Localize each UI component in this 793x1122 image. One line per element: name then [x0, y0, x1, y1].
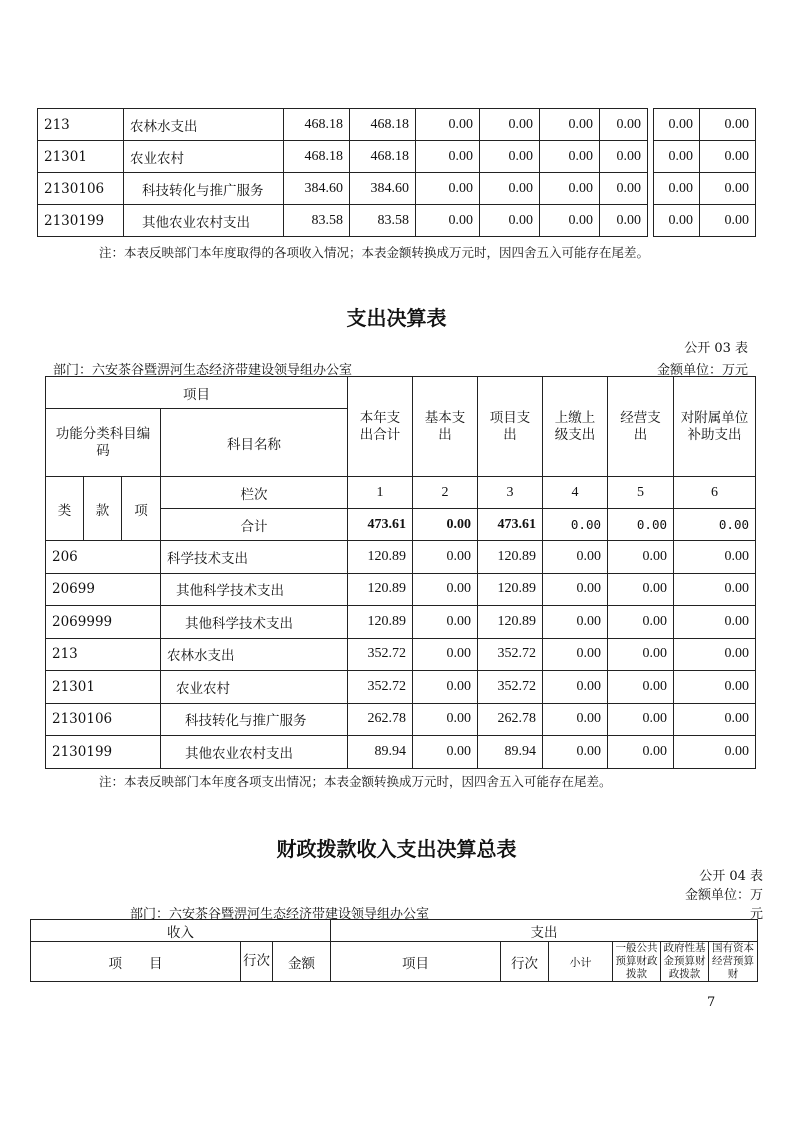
- row-code: 2069999: [46, 606, 161, 639]
- t3-col-general: 一般公共预算财政拨款: [613, 942, 661, 982]
- table3-unit-b: 元: [749, 907, 763, 922]
- row-value: 0.00: [674, 736, 756, 769]
- row-code: 21301: [38, 141, 124, 173]
- header-col-3: 项目支出: [478, 377, 543, 477]
- table-row: [38, 205, 756, 237]
- row-value: 0.00: [674, 703, 756, 736]
- row-value: 0.00: [654, 141, 700, 173]
- row-value: 0.00: [700, 205, 756, 237]
- row-value: 0.00: [543, 573, 608, 606]
- table-row: [46, 638, 756, 671]
- income-table-continued: [37, 108, 756, 237]
- table3-unit-a: 金额单位：万: [684, 888, 763, 903]
- col-num-3: 3: [478, 477, 543, 509]
- row-code: 20699: [46, 573, 161, 606]
- row-value: 0.00: [600, 109, 648, 141]
- row-value: 384.60: [350, 173, 416, 205]
- row-value: 0.00: [416, 109, 480, 141]
- header-kuan: 款: [84, 477, 122, 541]
- row-name: 农业农村: [124, 141, 284, 173]
- row-value: 0.00: [674, 606, 756, 639]
- row-value: 0.00: [654, 109, 700, 141]
- row-value: 352.72: [348, 638, 413, 671]
- row-value: 0.00: [608, 638, 674, 671]
- table-row: [46, 606, 756, 639]
- row-value: 120.89: [348, 541, 413, 574]
- table3-code: 公开 04 表: [699, 869, 763, 884]
- row-value: 0.00: [413, 573, 478, 606]
- row-code: 2130199: [46, 736, 161, 769]
- col-num-4: 4: [543, 477, 608, 509]
- row-value: 0.00: [480, 141, 540, 173]
- row-value: 120.89: [348, 606, 413, 639]
- row-value: 0.00: [608, 671, 674, 704]
- row-name: 其他科学技术支出: [161, 573, 348, 606]
- total-value: 473.61: [348, 509, 413, 541]
- page-number: 7: [707, 995, 716, 1010]
- t3-col-state-capital: 国有资本经营预算财: [709, 942, 758, 982]
- expense-table: [45, 376, 756, 769]
- row-value: 0.00: [543, 703, 608, 736]
- row-value: 0.00: [540, 141, 600, 173]
- row-value: 262.78: [478, 703, 543, 736]
- total-value: 0.00: [543, 509, 608, 541]
- row-value: 468.18: [350, 141, 416, 173]
- table2-note: 注：本表反映部门本年度各项支出情况；本表金额转换成万元时，因四舍五入可能存在尾差。: [99, 774, 612, 789]
- row-value: 120.89: [348, 573, 413, 606]
- row-value: 0.00: [480, 109, 540, 141]
- row-value: 89.94: [478, 736, 543, 769]
- table-row: [38, 173, 756, 205]
- row-value: 0.00: [700, 173, 756, 205]
- header-func-code: 功能分类科目编码: [46, 409, 161, 477]
- header-col-5: 经营支出: [608, 377, 674, 477]
- t3-col-subtotal: 小计: [549, 942, 613, 982]
- row-value: 120.89: [478, 606, 543, 639]
- row-name: 其他农业农村支出: [161, 736, 348, 769]
- row-code: 2130199: [38, 205, 124, 237]
- row-value: 0.00: [674, 638, 756, 671]
- col-num-1: 1: [348, 477, 413, 509]
- total-label: 合计: [161, 509, 348, 541]
- header-lei: 类: [46, 477, 84, 541]
- row-code: 21301: [46, 671, 161, 704]
- row-value: 0.00: [608, 541, 674, 574]
- row-value: 0.00: [654, 173, 700, 205]
- table2-title: 支出决算表: [346, 306, 447, 330]
- income-header: 收入: [31, 920, 331, 942]
- row-code: 206: [46, 541, 161, 574]
- header-col-6: 对附属单位补助支出: [674, 377, 756, 477]
- table-row: [46, 703, 756, 736]
- row-value: 0.00: [540, 109, 600, 141]
- row-value: 0.00: [543, 671, 608, 704]
- header-item: 项目: [46, 377, 348, 409]
- total-value: 0.00: [674, 509, 756, 541]
- row-name: 科技转化与推广服务: [161, 703, 348, 736]
- row-value: 0.00: [413, 736, 478, 769]
- header-col-4: 上缴上级支出: [543, 377, 608, 477]
- row-value: 262.78: [348, 703, 413, 736]
- col-num-2: 2: [413, 477, 478, 509]
- row-value: 0.00: [600, 141, 648, 173]
- t3-col-exp-row: 行次: [501, 942, 549, 982]
- row-value: 0.00: [543, 736, 608, 769]
- row-name: 农业农村: [161, 671, 348, 704]
- row-value: 468.18: [284, 109, 350, 141]
- row-code: 213: [38, 109, 124, 141]
- row-value: 0.00: [600, 173, 648, 205]
- row-value: 0.00: [413, 671, 478, 704]
- header-xiang: 项: [122, 477, 161, 541]
- row-value: 83.58: [284, 205, 350, 237]
- fiscal-summary-table: [30, 919, 758, 982]
- row-value: 352.72: [478, 638, 543, 671]
- row-value: 83.58: [350, 205, 416, 237]
- table2-dept: 部门：六安茶谷暨淠河生态经济带建设领导组办公室: [53, 363, 353, 378]
- total-value: 473.61: [478, 509, 543, 541]
- row-value: 0.00: [413, 541, 478, 574]
- row-code: 213: [46, 638, 161, 671]
- row-code: 2130106: [46, 703, 161, 736]
- row-name: 其他农业农村支出: [124, 205, 284, 237]
- row-value: 0.00: [543, 638, 608, 671]
- row-value: 468.18: [350, 109, 416, 141]
- row-name: 农林水支出: [161, 638, 348, 671]
- table3-dept: 部门：六安茶谷暨淠河生态经济带建设领导组办公室: [130, 907, 430, 922]
- row-value: 352.72: [478, 671, 543, 704]
- row-value: 0.00: [608, 736, 674, 769]
- row-value: 468.18: [284, 141, 350, 173]
- row-value: 0.00: [413, 703, 478, 736]
- row-value: 0.00: [674, 541, 756, 574]
- row-value: 120.89: [478, 573, 543, 606]
- row-value: 0.00: [540, 205, 600, 237]
- t3-col-item: 项 目: [31, 942, 241, 982]
- table-row: [38, 141, 756, 173]
- row-value: 384.60: [284, 173, 350, 205]
- row-code: 2130106: [38, 173, 124, 205]
- row-name: 科学技术支出: [161, 541, 348, 574]
- row-value: 0.00: [416, 205, 480, 237]
- table-row: [46, 573, 756, 606]
- table-row: [38, 109, 756, 141]
- table-row: [46, 671, 756, 704]
- row-value: 0.00: [543, 541, 608, 574]
- t3-col-row: 行次: [241, 942, 273, 982]
- header-col-2: 基本支出: [413, 377, 478, 477]
- header-col-1: 本年支出合计: [348, 377, 413, 477]
- row-value: 0.00: [700, 141, 756, 173]
- table1-note: 注：本表反映部门本年度取得的各项收入情况；本表金额转换成万元时，因四舍五入可能存在尾差。: [99, 245, 650, 260]
- t3-col-exp-item: 项目: [331, 942, 501, 982]
- table-row: [46, 736, 756, 769]
- row-value: 89.94: [348, 736, 413, 769]
- row-value: 0.00: [543, 606, 608, 639]
- row-value: 0.00: [674, 671, 756, 704]
- table3-title: 财政拨款收入支出决算总表: [276, 837, 517, 861]
- row-value: 0.00: [480, 205, 540, 237]
- table-row: [46, 541, 756, 574]
- row-value: 0.00: [416, 141, 480, 173]
- header-subject-name: 科目名称: [161, 409, 348, 477]
- total-value: 0.00: [608, 509, 674, 541]
- row-value: 0.00: [608, 606, 674, 639]
- row-value: 0.00: [600, 205, 648, 237]
- t3-col-fund: 政府性基金预算财政拨款: [661, 942, 709, 982]
- row-value: 0.00: [654, 205, 700, 237]
- row-value: 352.72: [348, 671, 413, 704]
- table2-unit: 金额单位：万元: [656, 363, 748, 378]
- table2-code: 公开 03 表: [684, 341, 748, 356]
- col-num-5: 5: [608, 477, 674, 509]
- row-value: 0.00: [416, 173, 480, 205]
- row-value: 120.89: [478, 541, 543, 574]
- row-value: 0.00: [700, 109, 756, 141]
- t3-col-amount: 金额: [273, 942, 331, 982]
- row-value: 0.00: [413, 638, 478, 671]
- row-name: 其他科学技术支出: [161, 606, 348, 639]
- row-name: 科技转化与推广服务: [124, 173, 284, 205]
- row-value: 0.00: [674, 573, 756, 606]
- header-lanci: 栏次: [161, 477, 348, 509]
- row-value: 0.00: [608, 703, 674, 736]
- row-name: 农林水支出: [124, 109, 284, 141]
- row-value: 0.00: [540, 173, 600, 205]
- row-value: 0.00: [413, 606, 478, 639]
- expense-header: 支出: [331, 920, 758, 942]
- total-value: 0.00: [413, 509, 478, 541]
- col-num-6: 6: [674, 477, 756, 509]
- row-value: 0.00: [480, 173, 540, 205]
- row-value: 0.00: [608, 573, 674, 606]
